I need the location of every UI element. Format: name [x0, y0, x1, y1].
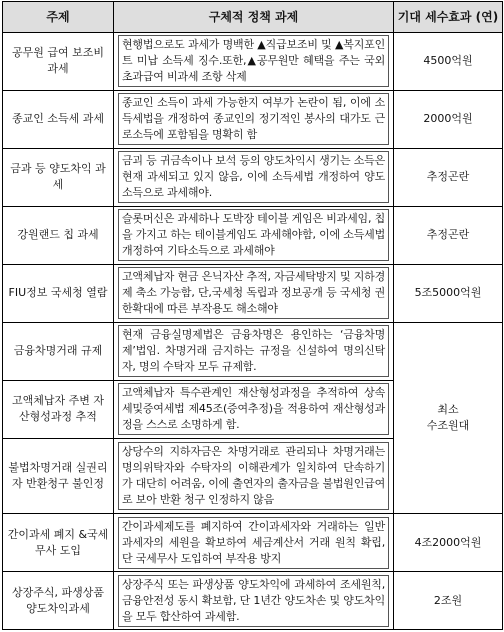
row-description	[114, 90, 394, 148]
row-effect: 4500억원	[394, 33, 503, 91]
row-topic: 공무원 급여 보조비 과세	[3, 33, 114, 91]
merged-effect-line1: 최소	[437, 402, 459, 416]
description-box: 고액체납자 특수관계인 재산형성과정을 추적하여 상속세및증여세법 제45조(증여추정)을 적용하여 재산형성과정을 스스로 소명하게 함.	[118, 383, 389, 435]
table-row	[3, 322, 503, 380]
description-box: 현행법으로도 과세가 명백한 ▲직급보조비 및 ▲복지포인트 미납 소득세 징수.또한,▲공무원만 혜택을 주는 국외초과급여 비과세 조항 삭제	[118, 35, 389, 87]
table-row	[3, 206, 503, 264]
header-row	[3, 2, 503, 33]
description-box: 슬롯머신은 과세하나 도박장 테이블 게임은 비과세임, 칩을 가지고 하는 테이블게임도 과세해야함, 이에 소득세법 개정하여 기타소득으로 과세해야	[118, 209, 389, 261]
policy-table	[2, 1, 503, 630]
row-effect: 2000억원	[394, 90, 503, 148]
description-box: 상장주식 또는 파생상품 양도차익에 과세하여 조세원칙, 금융안전성 동시 확보함, 단 1년간 양도차손 및 양도차익을 모두 합산하여 과세함.	[118, 575, 389, 627]
merged-effect	[394, 322, 503, 513]
row-topic: 강원랜드 칩 과세	[3, 206, 114, 264]
row-topic: 불법차명거래 실권리자 반환청구 불인정	[3, 438, 114, 513]
row-description	[114, 514, 394, 572]
row-description	[114, 264, 394, 322]
table-row	[3, 90, 503, 148]
row-effect: 추정곤란	[394, 148, 503, 206]
row-topic: 금융차명거래 규제	[3, 322, 114, 380]
row-topic: 고액체납자 주변 자산형성과정 추적	[3, 380, 114, 438]
table-row	[3, 514, 503, 572]
row-description	[114, 438, 394, 513]
table-row	[3, 264, 503, 322]
row-topic: 상장주식, 파생상품 양도차익과세	[3, 572, 114, 630]
row-topic: 간이과세 폐지 &국세무사 도입	[3, 514, 114, 572]
row-description	[114, 206, 394, 264]
row-description	[114, 33, 394, 91]
table-row	[3, 148, 503, 206]
description-box: 현재 금융실명제법은 금융차명은 용인하는 ‘금융차명제’법임. 차명거래 금지하는 규정을 신설하여 명의신탁자, 명의 수탁자 모두 규제함.	[118, 325, 389, 377]
merged-effect-line2: 수조원대	[426, 418, 470, 432]
description-box: 상당수의 지하자금은 차명거래로 관리되나 차명거래는 명의위탁자와 수탁자의 이해관계가 일치하여 단속하기가 대단히 어려움, 이에 출연자의 출자금을 불법원인급여로 보아 반환 청구 인정하지 않음	[118, 442, 389, 510]
header-topic: 주제	[3, 2, 114, 33]
table-row	[3, 572, 503, 630]
description-box: 간이과세제도를 폐지하여 간이과세자와 거래하는 일반과세자의 세원을 확보하여 세금계산서 거래 원칙 확립, 단 국세무사 도입하여 부작용 방지	[118, 517, 389, 569]
row-effect: 4조2000억원	[394, 514, 503, 572]
row-topic: FIU정보 국세청 열람	[3, 264, 114, 322]
table-row	[3, 33, 503, 91]
row-description	[114, 322, 394, 380]
row-effect: 추정곤란	[394, 206, 503, 264]
header-policy: 구체적 정책 과제	[114, 2, 394, 33]
row-effect: 5조5000억원	[394, 264, 503, 322]
row-topic: 종교인 소득세 과세	[3, 90, 114, 148]
description-box: 금괴 등 귀금속이나 보석 등의 양도차익시 생기는 소득은 현재 과세되고 있지 않음, 이에 소득세법 개정하여 양도소득으로 과세해야.	[118, 151, 389, 203]
row-topic: 금과 등 양도차익 과세	[3, 148, 114, 206]
description-box: 고액체납자 현금 은닉자산 추적, 자금세탁방지 및 지하경제 축소 가능함, 단,국세청 독립과 정보공개 등 국세청 권한확대에 따른 부작용도 해소해야	[118, 267, 389, 319]
header-effect: 기대 세수효과 (연)	[394, 2, 503, 33]
row-description	[114, 572, 394, 630]
description-box: 종교인 소득이 과세 가능한지 여부가 논란이 됨, 이에 소득세법을 개정하여 종교인의 정기적인 봉사의 대가도 근로소득에 포함됨을 명확히 함	[118, 93, 389, 145]
row-effect: 2조원	[394, 572, 503, 630]
row-description	[114, 148, 394, 206]
row-description	[114, 380, 394, 438]
